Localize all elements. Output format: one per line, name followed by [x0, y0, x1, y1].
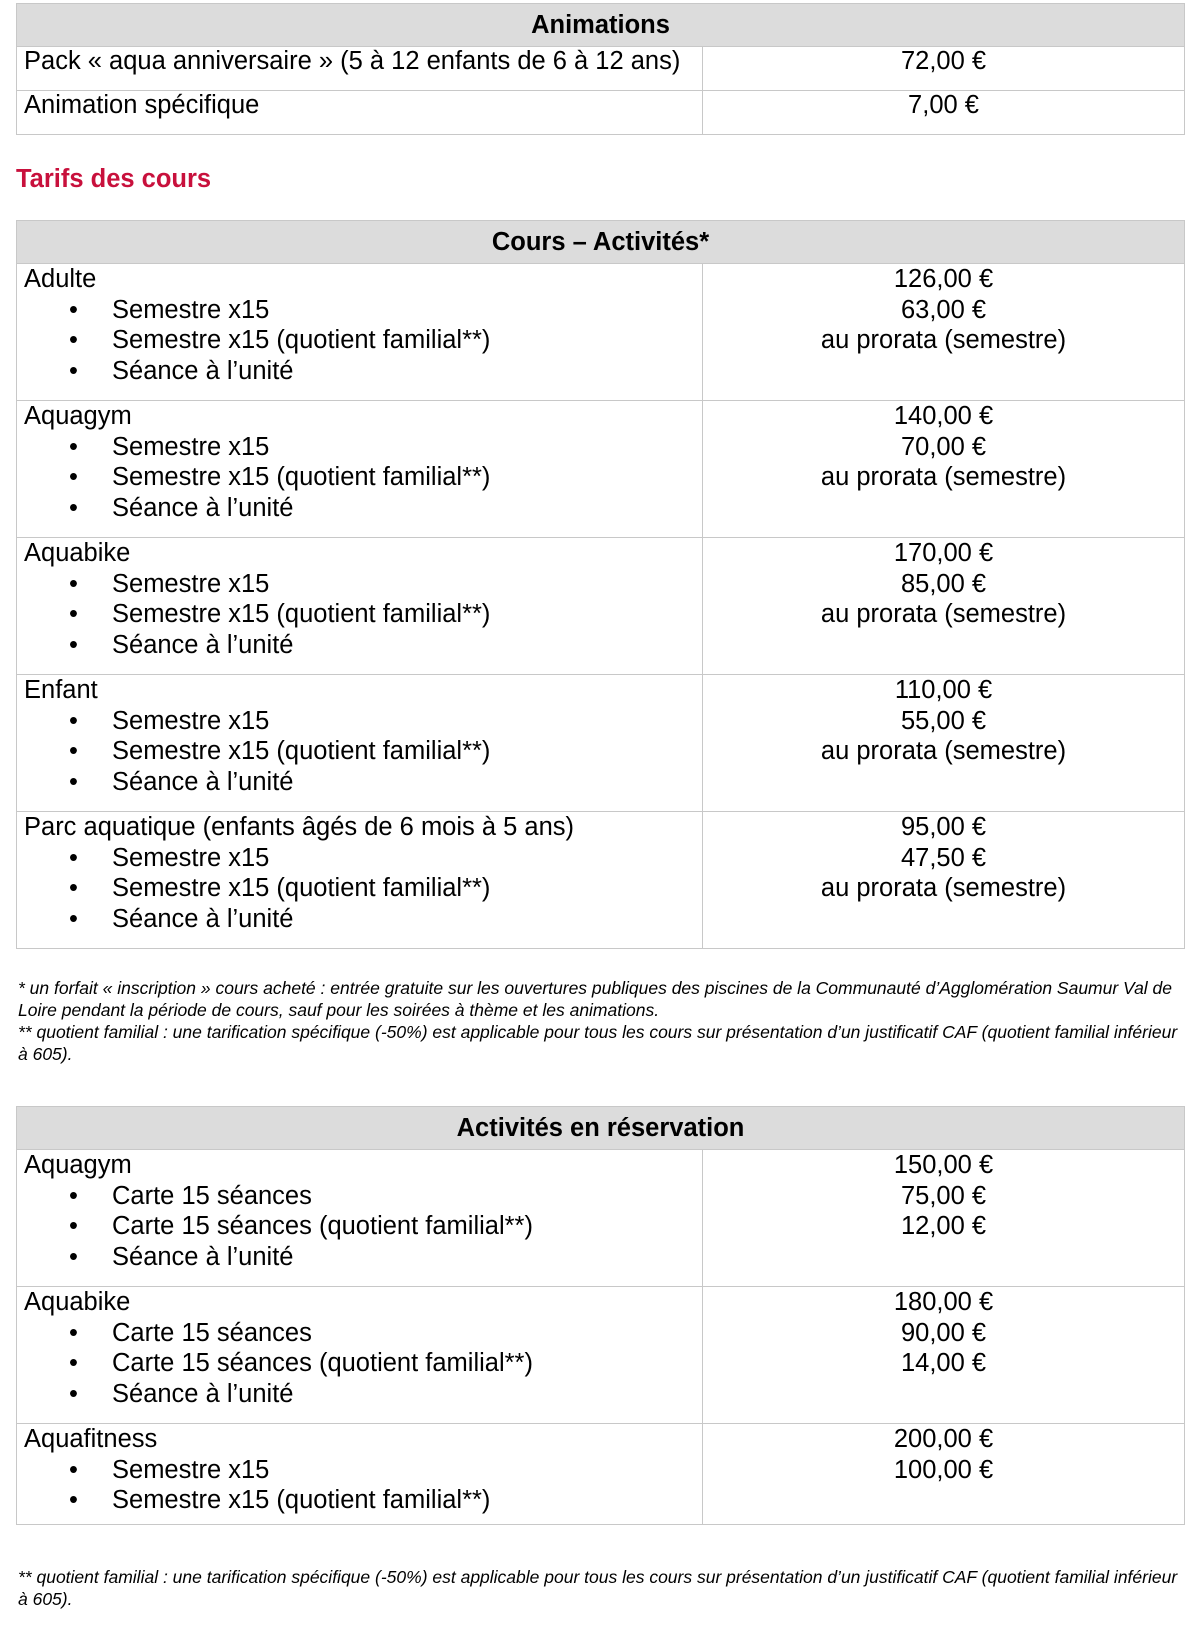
price: au prorata (semestre) [820, 326, 1067, 354]
table-row [17, 47, 1185, 91]
price: 170,00 € [893, 539, 994, 567]
price: 140,00 € [893, 402, 994, 430]
reservation-table [16, 1106, 1185, 1525]
price: au prorata (semestre) [820, 874, 1067, 902]
footnote-quotient-reservation: ** quotient familial : une tarification spécifique (-50%) est applicable pour tous les cours sur présentation d’un justificatif CAF (quotient familial inférieur à 605). [18, 1567, 1178, 1609]
reservation-header: Activités en réservation [17, 1107, 1185, 1150]
list-item: • Semestre x15 [69, 432, 270, 461]
list-item: • Séance à l’unité [69, 904, 294, 933]
category-name: Aquabike [24, 1288, 131, 1316]
price: au prorata (semestre) [820, 600, 1067, 628]
list-item: • Carte 15 séances [69, 1318, 312, 1347]
price: 150,00 € [893, 1151, 994, 1179]
section-title: Tarifs des cours [16, 165, 212, 193]
list-item: • Semestre x15 [69, 843, 270, 872]
list-item: • Semestre x15 (quotient familial**) [69, 326, 491, 354]
price: 85,00 € [900, 569, 987, 598]
cours-header: Cours – Activités* [17, 221, 1185, 264]
list-item: • Semestre x15 [69, 569, 270, 598]
animations-table [16, 3, 1185, 135]
category-row [17, 675, 1185, 812]
list-item: • Séance à l’unité [69, 1379, 294, 1408]
category-row [17, 264, 1185, 401]
list-item: • Séance à l’unité [69, 356, 294, 385]
list-item: • Carte 15 séances (quotient familial**) [69, 1349, 533, 1377]
cours-table [16, 220, 1185, 949]
price: 126,00 € [893, 265, 994, 293]
category-name: Adulte [24, 265, 97, 293]
category-name: Aquagym [24, 1151, 132, 1179]
category-name: Aquafitness [24, 1425, 158, 1453]
list-item: • Séance à l’unité [69, 493, 294, 522]
list-item: • Semestre x15 (quotient familial**) [69, 737, 491, 765]
category-row [17, 1150, 1185, 1287]
category-row [17, 401, 1185, 538]
price: 12,00 € [900, 1212, 987, 1240]
category-row [17, 538, 1185, 675]
list-item: • Semestre x15 [69, 295, 270, 324]
category-name: Aquabike [24, 539, 131, 567]
price: 75,00 € [900, 1181, 987, 1210]
category-name: Enfant [24, 676, 98, 704]
price: 200,00 € [893, 1425, 994, 1453]
list-item: • Semestre x15 [69, 1455, 270, 1484]
category-name: Aquagym [24, 402, 132, 430]
category-row [17, 812, 1185, 949]
row-price: 72,00 € [703, 47, 1185, 91]
row-price: 7,00 € [703, 91, 1185, 135]
list-item: • Semestre x15 (quotient familial**) [69, 874, 491, 902]
price: 100,00 € [893, 1455, 994, 1484]
price: au prorata (semestre) [820, 463, 1067, 491]
category-row [17, 1424, 1185, 1525]
table-row [17, 91, 1185, 135]
price: 70,00 € [900, 432, 987, 461]
price: 14,00 € [900, 1349, 987, 1377]
animations-header: Animations [17, 4, 1185, 47]
list-item: • Carte 15 séances (quotient familial**) [69, 1212, 533, 1240]
row-label: Animation spécifique [17, 91, 703, 135]
list-item: • Semestre x15 (quotient familial**) [69, 463, 491, 491]
list-item: • Semestre x15 (quotient familial**) [69, 1486, 491, 1514]
price: 55,00 € [900, 706, 987, 735]
price: au prorata (semestre) [820, 737, 1067, 765]
list-item: • Semestre x15 (quotient familial**) [69, 600, 491, 628]
category-row [17, 1287, 1185, 1424]
list-item: • Carte 15 séances [69, 1181, 312, 1210]
price: 90,00 € [900, 1318, 987, 1347]
list-item: • Semestre x15 [69, 706, 270, 735]
price: 63,00 € [900, 295, 987, 324]
row-label: Pack « aqua anniversaire » (5 à 12 enfants de 6 à 12 ans) [17, 47, 703, 91]
list-item: • Séance à l’unité [69, 1242, 294, 1271]
price: 95,00 € [900, 813, 987, 841]
list-item: • Séance à l’unité [69, 630, 294, 659]
list-item: • Séance à l’unité [69, 767, 294, 796]
footnote-inscription: * un forfait « inscription » cours acheté : entrée gratuite sur les ouvertures publiques des piscines de la Communauté d’Agglomération Saumur Val de Loire pendant la période de cours, sauf pour les soirées à thème et les animations. [18, 978, 1173, 1020]
category-name: Parc aquatique (enfants âgés de 6 mois à 5 ans) [24, 813, 575, 841]
price: 180,00 € [893, 1288, 994, 1316]
price: 47,50 € [900, 843, 987, 872]
footnote-quotient: ** quotient familial : une tarification spécifique (-50%) est applicable pour tous les cours sur présentation d’un justificatif CAF (quotient familial inférieur à 605). [18, 1022, 1178, 1064]
price: 110,00 € [894, 676, 993, 704]
